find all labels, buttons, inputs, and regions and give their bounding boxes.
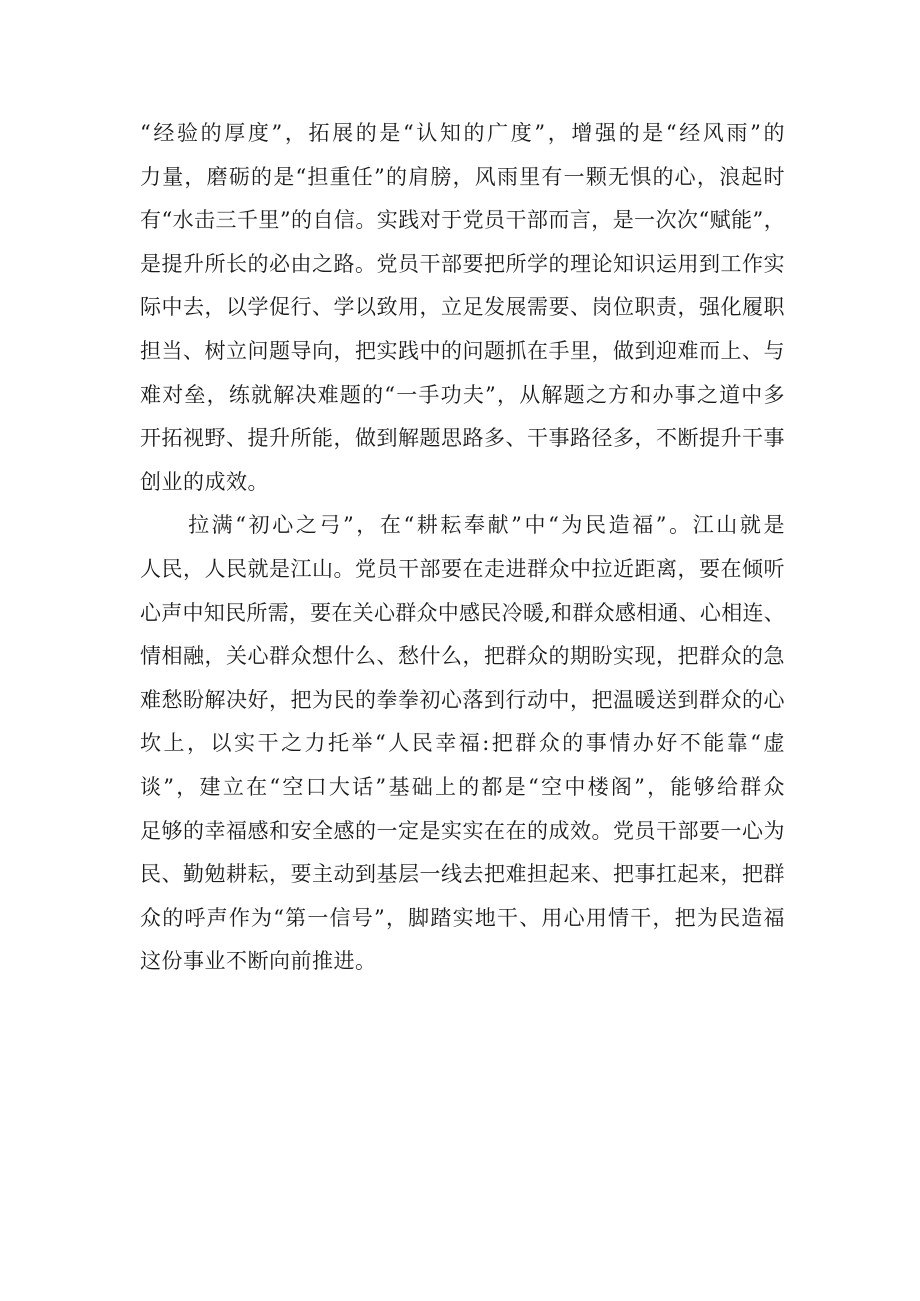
text-line: 坎上，以实干之力托举“人民幸福:把群众的事情办好不能靠“虚	[140, 731, 785, 756]
body-text	[140, 112, 785, 984]
text-line: 有“水击三千里”的自信。实践对于党员干部而言，是一次次“赋能”，	[140, 208, 785, 233]
text-line-first	[140, 504, 785, 548]
text-line: 民、勤勉耕耘，要主动到基层一线去把难担起来、把事扛起来，把群	[140, 862, 785, 887]
text-line-content: 拉满“初心之弓”，在“耕耘奉献”中“为民造福”。江山就是	[186, 513, 785, 538]
text-line: 力量，磨砺的是“担重任”的肩膀，风雨里有一颗无惧的心，浪起时	[140, 164, 785, 189]
text-line: 情相融，关心群众想什么、愁什么，把群众的期盼实现，把群众的急	[140, 644, 785, 669]
paragraph-1	[140, 112, 785, 504]
text-line: 创业的成效。	[140, 469, 269, 494]
text-line: “经验的厚度”，拓展的是“认知的广度”，增强的是“经风雨”的	[140, 121, 785, 145]
text-line: 难对垒，练就解决难题的“一手功夫”，从解题之方和办事之道中多	[140, 382, 785, 407]
text-line: 难愁盼解决好，把为民的拳拳初心落到行动中，把温暖送到群众的心	[140, 687, 785, 712]
text-line: 这份事业不断向前推进。	[140, 949, 377, 974]
text-line: 是提升所长的必由之路。党员干部要把所学的理论知识运用到工作实	[140, 251, 785, 276]
text-line: 担当、树立问题导向，把实践中的问题抓在手里，做到迎难而上、与	[140, 338, 785, 363]
text-line: 人民，人民就是江山。党员干部要在走进群众中拉近距离，要在倾听	[140, 556, 785, 581]
text-line: 开拓视野、提升所能，做到解题思路多、干事路径多，不断提升干事	[140, 426, 785, 451]
text-line: 谈”，建立在“空口大话”基础上的都是“空中楼阁”，能够给群众	[140, 774, 785, 799]
paragraph-2	[140, 504, 785, 984]
text-line: 众的呼声作为“第一信号”，脚踏实地干、用心用情干，把为民造福	[140, 905, 785, 930]
text-line: 际中去，以学促行、学以致用，立足发展需要、岗位职责，强化履职	[140, 295, 785, 320]
text-line: 心声中知民所需，要在关心群众中感民冷暖,和群众感相通、心相连、	[140, 600, 785, 625]
text-line: 足够的幸福感和安全感的一定是实实在在的成效。党员干部要一心为	[140, 818, 785, 843]
